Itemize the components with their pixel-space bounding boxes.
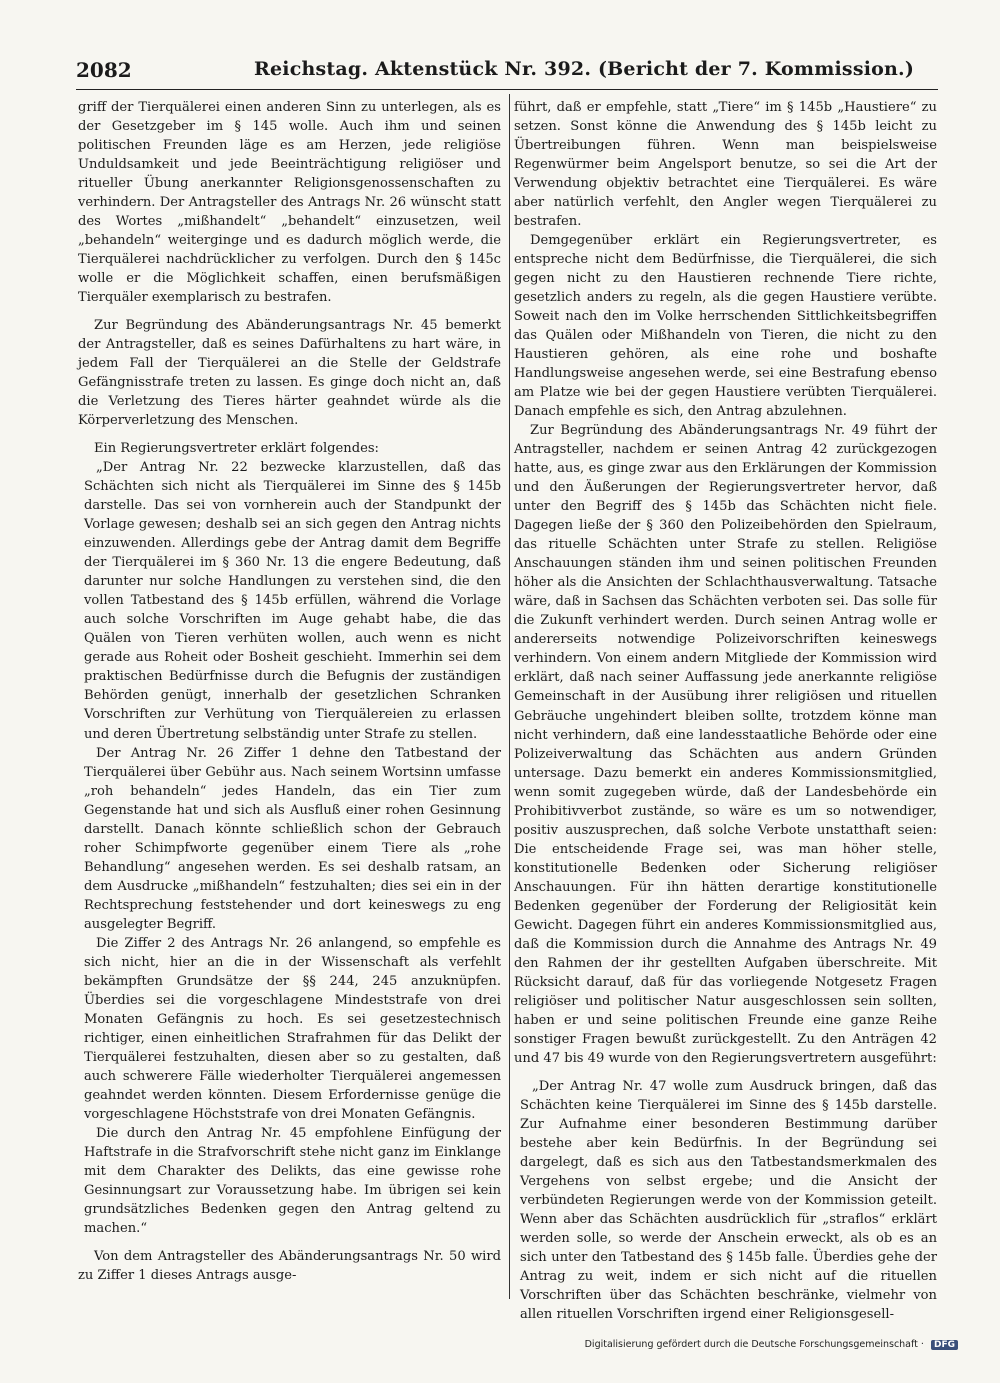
page-header <box>76 58 936 84</box>
paragraph: Zur Begründung des Abänderungsantrags Nr. 49 führt der Antragsteller, nachdem er seinen Antrag 42 zurückgezogen hatte, aus, es ginge zwar aus den Erklärungen der Kommission und den Äußerungen der Regierungsvertreter hervor, daß unter den Begriff des § 145b das Schächten nicht fiele. Dagegen ließe der § 360 den Polizeibehörden den Spielraum, das rituelle Schächten unter Strafe zu stellen. Religiöse Anschauungen ständen ihm und seinen politischen Freunden höher als die Ansichten der Schlachthausverwaltung. Tatsache wäre, daß in Sachsen das Schächten verboten sei. Das solle für die Zukunft verhindert werden. Durch seinen Antrag wolle er andererseits notwendige Polizeivorschriften keineswegs verhindern. Von einem andern Mitgliede der Kommission wird erklärt, daß nach seiner Auffassung jede anerkannte religiöse Gemeinschaft in der Ausübung ihrer religiösen und rituellen Gebräuche ungehindert bleiben sollte, trotzdem könne man nicht verhindern, daß eine landesstaatliche Behörde oder eine Polizeiverwaltung das Schächten aus andern Gründen untersage. Dazu bemerkt ein anderes Kommissionsmitglied, wenn somit zugegeben würde, daß der Landesbehörde ein Prohibitivverbot zustände, so wäre es um so notwendiger, positiv auszusprechen, daß solche Verbote unstatthaft seien: Die entscheidende Frage sei, was man höher stelle, konstitutionelle Bedenken oder Sicherung religiöser Anschauungen. Für ihn hätten derartige konstitutionelle Bedenken gegenüber der Forderung der Religiosität kein Gewicht. Dagegen führt ein anderes Kommissionsmitglied aus, daß die Kommission durch die Annahme des Antrags Nr. 49 den Rahmen der ihr gestellten Aufgaben überschreite. Mit Rücksicht darauf, daß für das vorliegende Notgesetz Fragen religiöser und politischer Natur ausgeschlossen sein sollten, haben er und seine politischen Freunde eine ganze Reihe sonstiger Fragen bewußt zurückgestellt. Zu den Anträgen 42 und 47 bis 49 wurde von den Regierungsvertretern ausgeführt: <box>514 423 937 1066</box>
quoted-paragraph: Die durch den Antrag Nr. 45 empfohlene Einfügung der Haftstrafe in die Strafvorschrift stehe nicht ganz im Einklange mit dem Charakter des Delikts, das eine gewisse rohe Gesinnungsart zur Voraussetzung habe. Im übrigen sei kein grundsätzliches Bedenken gegen den Antrag geltend zu machen.“ <box>84 1125 501 1236</box>
right-column <box>514 98 937 1322</box>
quoted-paragraph: „Der Antrag Nr. 22 bezwecke klarzustellen, daß das Schächten sich nicht als Tierquälerei im Sinne des § 145b darstelle. Das sei von vornherein auch der Standpunkt der Vorlage gewesen; deshalb sei an sich gegen den Antrag nichts einzuwenden. Allerdings gebe der Antrag damit dem Begriffe der Tierquälerei im § 360 Nr. 13 die engere Bedeutung, daß darunter nur solche Handlungen zu verstehen sind, die den vollen Tatbestand des § 145b erfüllen, während die Vorlage auch solche Vorschriften im Auge gehabt habe, die das Quälen von Tieren verhüten wollen, auch wenn es nicht gerade aus Roheit oder Bosheit geschieht. Immerhin sei dem praktischen Bedürfnisse durch die Befugnis der zuständigen Behörden genügt, innerhalb der gesetzlichen Schranken Vorschriften zur Verhütung von Tierquälereien zu erlassen und deren Übertretung selbständig unter Strafe zu stellen. <box>84 460 501 742</box>
column-divider <box>509 94 510 1299</box>
funding-note: Digitalisierung gefördert durch die Deutsche Forschungsgemeinschaft · <box>584 1339 924 1350</box>
paragraph: führt, daß er empfehle, statt „Tiere“ im § 145b „Haustiere“ zu setzen. Sonst könne die Anwendung des § 145b leicht zu Übertreibungen führen. Wenn man beispielsweise Regenwürmer beim Angelsport benutze, so sei die Art der Verwendung objektiv betrachtet eine Tierquälerei. Es wäre aber natürlich verfehlt, den Angler wegen Tierquälerei zu bestrafen. <box>514 100 937 230</box>
paragraph: Demgegenüber erklärt ein Regierungsvertreter, es entspreche nicht dem Bedürfnisse, die Tierquälerei, die sich gegen nicht zu den Haustieren rechnende Tiere richte, gesetzlich anders zu regeln, als die gegen Haustiere verübte. Soweit nach den im Volke herrschenden Sittlichkeitsbegriffen das Quälen oder Mißhandeln von Tieren, die nicht zu den Haustieren gehören, als eine rohe und boshafte Handlungsweise angesehen werde, sei eine Bestrafung ebenso am Platze wie bei der gegen Haustiere verübten Tierquälerei. Danach empfehle es sich, den Antrag abzulehnen. <box>514 233 937 420</box>
left-column <box>78 98 501 1303</box>
paragraph: Ein Regierungsvertreter erklärt folgendes: <box>94 441 379 457</box>
running-head: Reichstag. Aktenstück Nr. 392. (Bericht der 7. Kommission.) <box>254 58 915 80</box>
page-number: 2082 <box>76 58 132 82</box>
quoted-paragraph: Die Ziffer 2 des Antrags Nr. 26 anlangend, so empfehle es sich nicht, hier an die in der Wissenschaft als verfehlt bekämpften Grundsätze der §§ 244, 245 anzuknüpfen. Überdies sei die vorgeschlagene Mindeststrafe von drei Monaten Gefängnis zu hoch. Es sei gesetzestechnisch richtiger, einen einheitlichen Strafrahmen für das Delikt der Tierquälerei festzuhalten, diesen aber so zu gestalten, daß auch schwerere Fälle wiederholter Tierquälerei angemessen geahndet werden könnten. Diesem Erfordernisse genüge die vorgeschlagene Höchststrafe von drei Monaten Gefängnis. <box>84 935 501 1122</box>
funding-footer <box>585 1339 958 1350</box>
paragraph: Zur Begründung des Abänderungsantrags Nr. 45 bemerkt der Antragsteller, daß es seines Dafürhaltens zu hart wäre, in jedem Fall der Tierquälerei an die Stelle der Geldstrafe Gefängnisstrafe treten zu lassen. Es ginge doch nicht an, daß die Verletzung des Tieres härter geahndet würde als die Körperverletzung des Menschen. <box>78 318 501 429</box>
paragraph: griff der Tierquälerei einen anderen Sinn zu unterlegen, als es der Gesetzgeber im § 145 wolle. Auch ihm und seinen politischen Freunden läge es am Herzen, jede religiöse Unduldsamkeit und jede Beeinträchtigung religiöser und ritueller Übung anerkannter Religionsgenossenschaften zu verhindern. Der Antragsteller des Antrags Nr. 26 wünscht statt des Wortes „mißhandelt“ „behandelt“ einzusetzen, weil „behandeln“ weiterginge und es dadurch möglich werde, die Tierquälerei nachdrücklicher zu verfolgen. Durch den § 145c wolle er die Möglichkeit schaffen, einen berufsmäßigen Tierquäler exemplarisch zu bestrafen. <box>78 100 501 306</box>
paragraph: Von dem Antragsteller des Abänderungsantrags Nr. 50 wird zu Ziffer 1 dieses Antrags ausge- <box>78 1248 501 1283</box>
quoted-paragraph: „Der Antrag Nr. 47 wolle zum Ausdruck bringen, daß das Schächten keine Tierquälerei im Sinne des § 145b darstelle. Zur Aufnahme einer besonderen Bestimmung darüber bestehe aber kein Bedürfnis. In der Begründung sei dargelegt, daß es sich aus den Tatbestandsmerkmalen des Vergehens von selbst ergebe; und die Ansicht der verbündeten Regierungen werde von der Kommission geteilt. Wenn aber das Schächten ausdrücklich für „straflos“ erklärt werden solle, so werde der Anschein erweckt, als ob es an sich unter den Tatbestand des § 145b falle. Überdies gehe der Antrag zu weit, indem er sich nicht auf die rituellen Vorschriften über das Schächten beschränke, vielmehr von allen rituellen Vorschriften irgend einer Religionsgesell- <box>520 1078 937 1322</box>
dfg-logo: DFG <box>931 1340 958 1350</box>
quoted-paragraph: Der Antrag Nr. 26 Ziffer 1 dehne den Tatbestand der Tierquälerei über Gebühr aus. Nach seinem Wortsinn umfasse „roh behandeln“ jedes Handeln, das ein Tier zum Gegenstande hat und sich als Ausfluß einer rohen Gesinnung darstellt. Danach könnte schließlich schon der Gebrauch roher Schimpfworte gegenüber einem Tiere als „rohe Behandlung“ angesehen werden. Es sei deshalb ratsam, an dem Ausdrucke „mißhandeln“ festzuhalten; dies sei ein in der Rechtsprechung feststehender und dort keineswegs zu eng ausgelegter Begriff. <box>84 745 501 932</box>
header-rule <box>76 89 938 90</box>
